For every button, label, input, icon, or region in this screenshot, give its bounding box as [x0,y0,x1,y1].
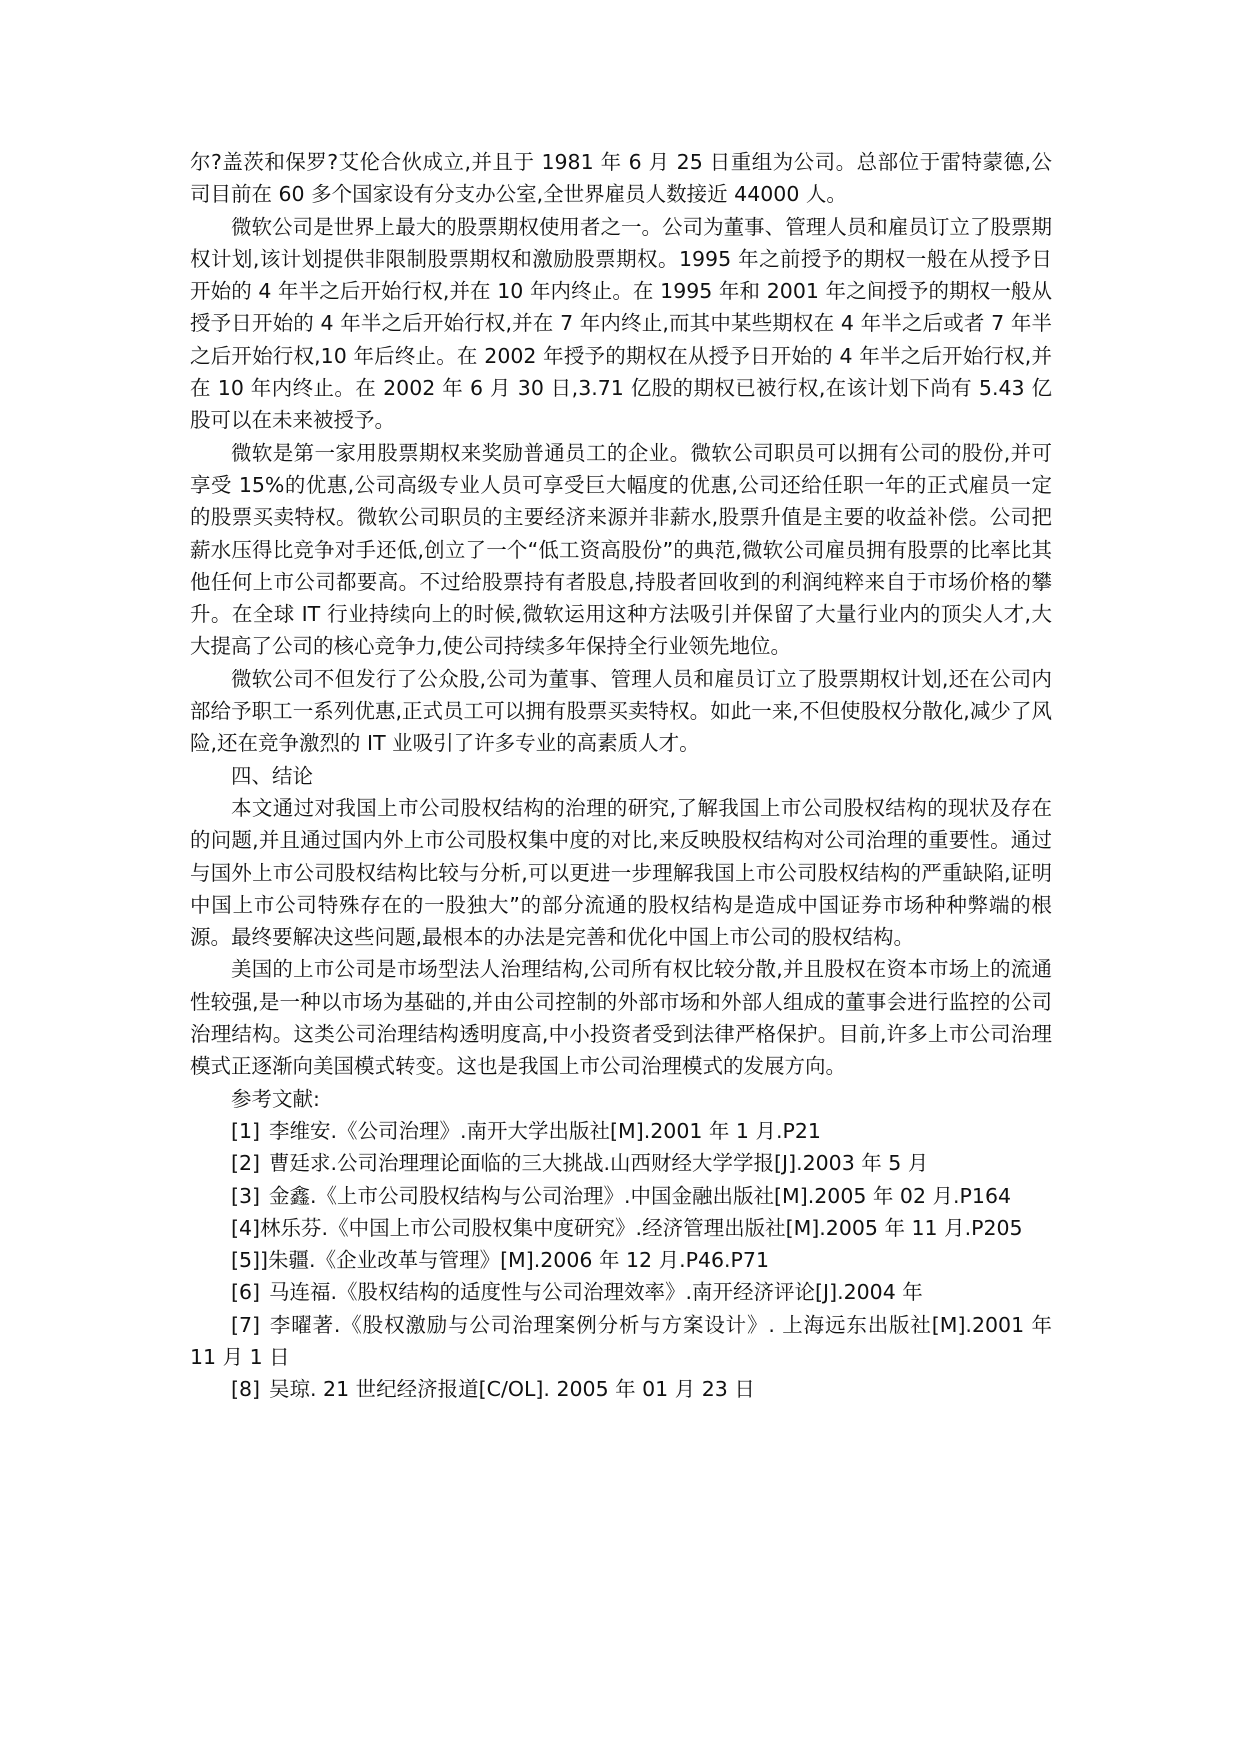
reference-number: [2] [231,1151,261,1176]
reference-text: 吴琼. 21 世纪经济报道[C/OL]. 2005 年 01 月 23 日 [269,1377,755,1402]
reference-number: [6] [231,1280,261,1305]
reference-number: [7] [231,1312,261,1337]
paragraph-microsoft-employees: 微软是第一家用股票期权来奖励普通员工的企业。微软公司职员可以拥有公司的股份,并可享受 15%的优惠,公司高级专业人员可享受巨大幅度的优惠,公司还给任职一年的正式雇员一定的股票买卖特权。微软公司职员的主要经济来源并非薪水,股票升值是主要的收益补偿。公司把薪水压得比竞争对手还低,创立了一个“低工资高股份”的典范,微软公司雇员拥有股票的比率比其他任何上市公司都要高。不过给股票持有者股息,持股者回收到的利润纯粹来自于市场价格的攀升。在全球 IT 行业持续向上的时候,微软运用这种方法吸引并保留了大量行业内的顶尖人才,大大提高了公司的核心竞争力,使公司持续多年保持全行业领先地位。 [190,440,1052,659]
reference-item [190,1147,1052,1179]
reference-item [190,1115,1052,1147]
reference-text: 曹廷求.公司治理理论面临的三大挑战.山西财经大学学报[J].2003 年 5 月 [269,1151,929,1176]
reference-number: [8] [231,1377,261,1402]
reference-number: [1] [231,1118,261,1143]
reference-text: 金鑫.《上市公司股权结构与公司治理》.中国金融出版社[M].2005 年 02 月.P164 [269,1183,1012,1208]
reference-text: 李曜著.《股权激励与公司治理案例分析与方案设计》. 上海远东出版社[M].2001 年 11 月 1 日 [190,1312,1052,1369]
paragraph-microsoft-options: 微软公司是世界上最大的股票期权使用者之一。公司为董事、管理人员和雇员订立了股票期权计划,该计划提供非限制股票期权和激励股票期权。1995 年之前授予的期权一般在从授予日开始的 4 年半之后开始行权,并在 10 年内终止。在 1995 年和 2001 年之间授予的期权一般从授予日开始的 4 年半之后开始行权,并在 7 年内终止,而其中某些期权在 4 年半之后或者 7 年半之后开始行权,10 年后终止。在 2002 年授予的期权在从授予日开始的 4 年半之后开始行权,并在 10 年内终止。在 2002 年 6 月 30 日,3.71 亿股的期权已被行权,在该计划下尚有 5.43 亿股可以在未来被授予。 [190,214,1052,433]
reference-text: 林乐芬.《中国上市公司股权集中度研究》.经济管理出版社[M].2005 年 11 月.P205 [260,1215,1023,1240]
reference-text: 朱疆.《企业改革与管理》[M].2006 年 12 月.P46.P71 [268,1248,769,1273]
reference-text: 李维安.《公司治理》.南开大学出版社[M].2001 年 1 月.P21 [269,1118,821,1143]
reference-item [190,1180,1052,1212]
reference-item [190,1244,1052,1276]
section-heading-conclusion: 四、结论 [231,763,313,788]
reference-number: [3] [231,1183,261,1208]
reference-item [190,1212,1052,1244]
paragraph-continued: 尔?盖茨和保罗?艾伦合伙成立,并且于 1981 年 6 月 25 日重组为公司。总部位于雷特蒙德,公司目前在 60 多个国家设有分支办公室,全世界雇员人数接近 44000 人。 [190,150,1052,207]
body-text [190,146,1052,1406]
references-title: 参考文献: [231,1086,320,1111]
paragraph-us-model: 美国的上市公司是市场型法人治理结构,公司所有权比较分散,并且股权在资本市场上的流通性较强,是一种以市场为基础的,并由公司控制的外部市场和外部人组成的董事会进行监控的公司治理结构。这类公司治理结构透明度高,中小投资者受到法律严格保护。目前,许多上市公司治理模式正逐渐向美国模式转变。这也是我国上市公司治理模式的发展方向。 [190,957,1052,1079]
reference-item [190,1373,1052,1405]
reference-number: [4] [231,1215,261,1240]
paragraph-conclusion: 本文通过对我国上市公司股权结构的治理的研究,了解我国上市公司股权结构的现状及存在的问题,并且通过国内外上市公司股权集中度的对比,来反映股权结构对公司治理的重要性。通过与国外上市公司股权结构比较与分析,可以更进一步理解我国上市公司股权结构的严重缺陷,证明中国上市公司特殊存在的一股独大”的部分流通的股权结构是造成中国证券市场种种弊端的根源。最终要解决这些问题,最根本的办法是完善和优化中国上市公司的股权结构。 [190,795,1052,950]
reference-item [190,1309,1052,1374]
paragraph-microsoft-public-shares: 微软公司不但发行了公众股,公司为董事、管理人员和雇员订立了股票期权计划,还在公司内部给予职工一系列优惠,正式员工可以拥有股票买卖特权。如此一来,不但使股权分散化,减少了风险,还在竞争激烈的 IT 业吸引了许多专业的高素质人才。 [190,666,1052,756]
reference-text: 马连福.《股权结构的适度性与公司治理效率》.南开经济评论[J].2004 年 [269,1280,923,1305]
reference-item [190,1276,1052,1308]
reference-number: [5]] [231,1248,269,1273]
